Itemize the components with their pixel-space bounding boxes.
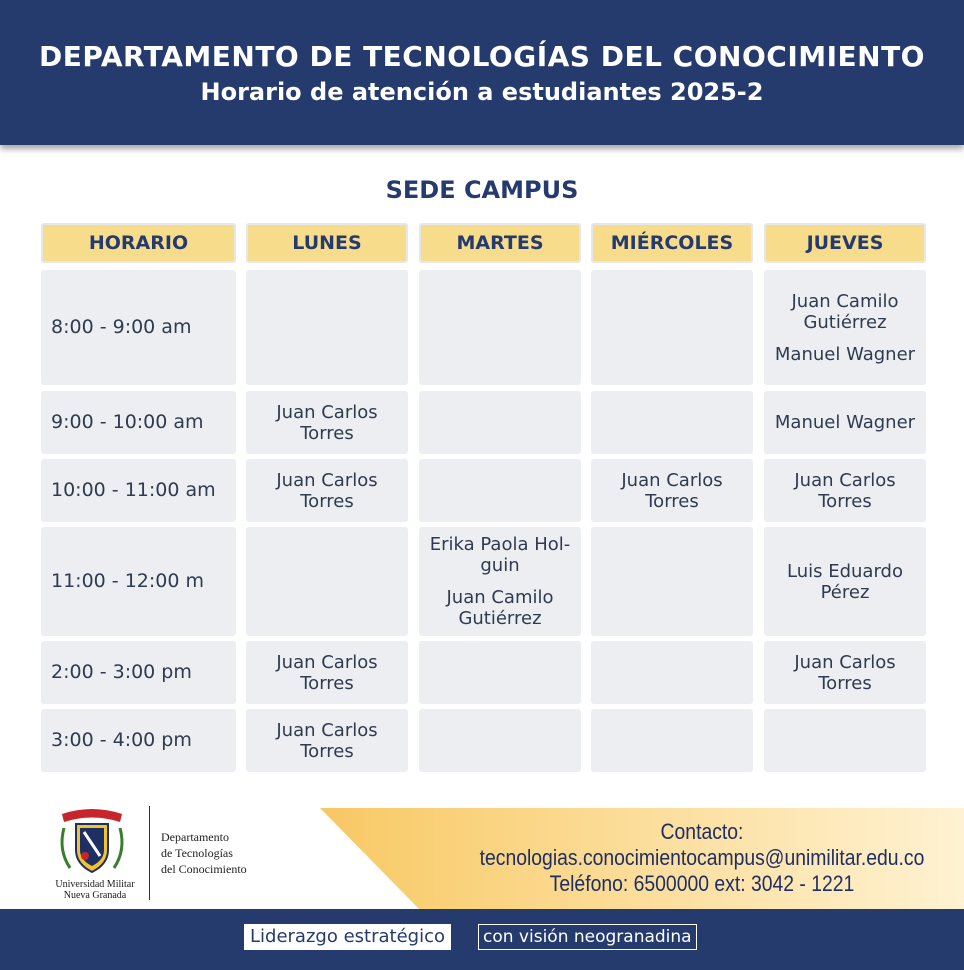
schedule-cell-jueves xyxy=(764,459,926,522)
professor-name: Juan Carlos Torres xyxy=(276,401,378,444)
time-slot: 3:00 - 4:00 pm xyxy=(41,709,236,772)
contact-email[interactable]: tecnologias.conocimientocampus@unimilitar.edu.co xyxy=(479,845,925,870)
logo-divider xyxy=(149,806,150,900)
university-name: Universidad Militar Nueva Granada xyxy=(55,879,135,901)
schedule-subtitle: Horario de atención a estudiantes 2025-2 xyxy=(200,78,764,106)
page-header xyxy=(0,0,964,145)
time-slot: 8:00 - 9:00 am xyxy=(41,270,236,385)
schedule-cell-lunes xyxy=(246,709,408,772)
professor-name: Juan Carlos Torres xyxy=(276,469,378,512)
professor-name: Juan Camilo Gutiérrez xyxy=(791,290,899,333)
time-slot: 11:00 - 12:00 m xyxy=(41,527,236,636)
university-shield-icon xyxy=(54,806,130,878)
schedule-cell-martes xyxy=(419,709,581,772)
time-slot: 9:00 - 10:00 am xyxy=(41,391,236,454)
time-slot: 2:00 - 3:00 pm xyxy=(41,641,236,704)
schedule-cell-martes xyxy=(419,270,581,385)
schedule-cell-jueves xyxy=(764,709,926,772)
schedule-cell-miercoles xyxy=(591,641,753,704)
schedule-cell-jueves xyxy=(764,391,926,454)
campus-title: SEDE CAMPUS xyxy=(385,176,579,204)
contact-phone: Teléfono: 6500000 ext: 3042 - 1221 xyxy=(549,871,855,896)
time-slot: 10:00 - 11:00 am xyxy=(41,459,236,522)
schedule-cell-miercoles xyxy=(591,709,753,772)
schedule-cell-jueves xyxy=(764,527,926,636)
contact-label: Contacto: xyxy=(660,819,744,844)
professor-name: Juan Carlos Torres xyxy=(794,469,896,512)
header-martes: MARTES xyxy=(419,223,581,263)
header-miercoles: MIÉRCOLES xyxy=(591,223,753,263)
schedule-cell-miercoles xyxy=(591,459,753,522)
schedule-cell-miercoles xyxy=(591,527,753,636)
schedule-cell-lunes xyxy=(246,527,408,636)
schedule-cell-martes xyxy=(419,391,581,454)
slogan-part-2: con visión neogranadina xyxy=(478,924,697,950)
department-logo-text: Departamento de Tecnologías del Conocimiento xyxy=(161,830,247,876)
schedule-cell-miercoles xyxy=(591,391,753,454)
schedule-cell-martes xyxy=(419,527,581,636)
schedule-cell-martes xyxy=(419,641,581,704)
professor-name: Juan Camilo Gutiérrez xyxy=(446,587,554,629)
professor-name: Luis Eduardo Pérez xyxy=(787,560,903,603)
professor-name: Juan Carlos Torres xyxy=(276,651,378,694)
schedule-cell-jueves xyxy=(764,270,926,385)
professor-name: Juan Carlos Torres xyxy=(621,469,723,512)
professor-name: Erika Paola Hol-guin xyxy=(429,534,571,576)
slogan-part-1: Liderazgo estratégico xyxy=(244,924,451,950)
professor-name: Juan Carlos Torres xyxy=(276,719,378,762)
professor-name: Manuel Wagner xyxy=(774,412,916,433)
department-title: DEPARTAMENTO DE TECNOLOGÍAS DEL CONOCIMIENTO xyxy=(39,40,925,73)
professor-name: Manuel Wagner xyxy=(774,343,916,365)
schedule-cell-martes xyxy=(419,459,581,522)
schedule-cell-lunes xyxy=(246,459,408,522)
schedule-cell-miercoles xyxy=(591,270,753,385)
schedule-cell-jueves xyxy=(764,641,926,704)
professor-name: Juan Carlos Torres xyxy=(794,651,896,694)
schedule-cell-lunes xyxy=(246,270,408,385)
schedule-cell-lunes xyxy=(246,641,408,704)
header-jueves: JUEVES xyxy=(764,223,926,263)
schedule-cell-lunes xyxy=(246,391,408,454)
header-horario: HORARIO xyxy=(41,223,236,263)
header-lunes: LUNES xyxy=(246,223,408,263)
